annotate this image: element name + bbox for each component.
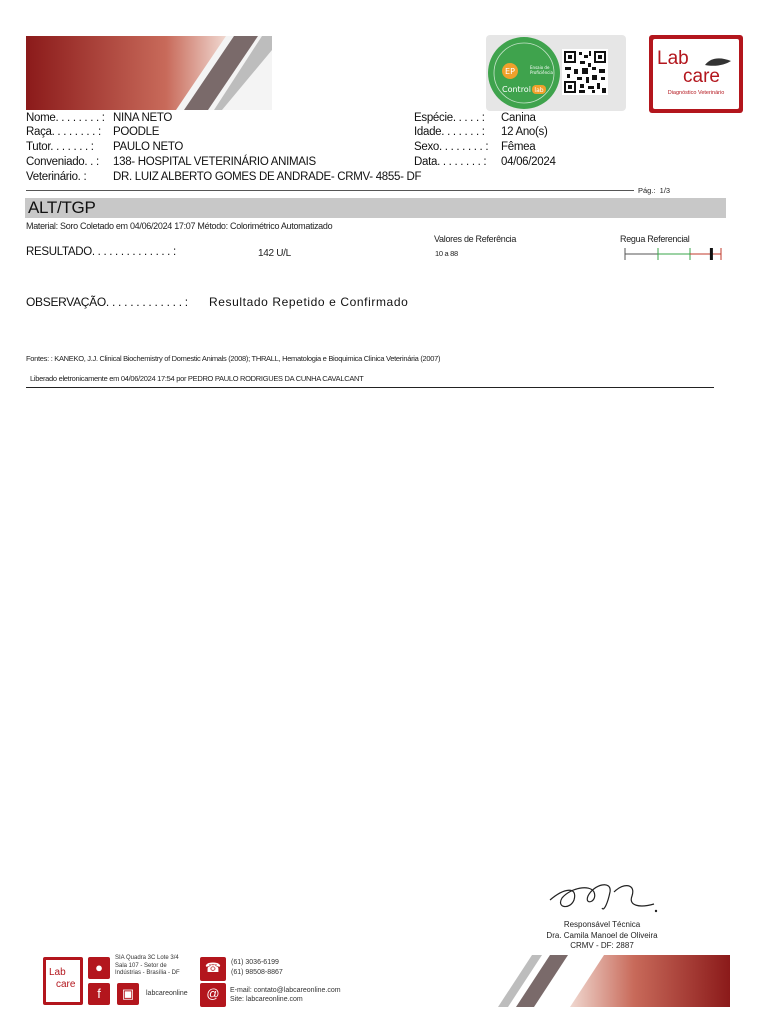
footer-address-line1: SIA Quadra 3C Lote 3/4 xyxy=(115,955,179,961)
footer-email[interactable]: E-mail: contato@labcareonline.com xyxy=(230,987,341,994)
phone-icon: ☎ xyxy=(200,957,226,981)
footer-stripe-banner xyxy=(498,955,730,1007)
idade-value: 12 Ano(s) xyxy=(501,126,548,138)
footer-social-handle[interactable]: labcareonline xyxy=(146,990,188,997)
resultado-label: RESULTADO. . . . . . . . . . . . . . : xyxy=(26,246,176,258)
logo-text-care: care xyxy=(683,66,720,87)
reference-range-value: 10 a 88 xyxy=(435,249,458,258)
location-pin-icon: ● xyxy=(88,957,110,979)
especie-value: Canina xyxy=(501,112,536,124)
conveniado-value: 138- HOSPITAL VETERINÁRIO ANIMAIS xyxy=(113,156,316,168)
email-at-icon: @ xyxy=(200,983,226,1007)
veterinario-value: DR. LUIZ ALBERTO GOMES DE ANDRADE- CRMV- 4855- DF xyxy=(113,171,422,183)
signature-role: Responsável Técnica xyxy=(563,920,641,929)
footer-site[interactable]: Site: labcareonline.com xyxy=(230,996,303,1003)
qr-code-icon xyxy=(562,49,608,95)
svg-text:EP: EP xyxy=(505,67,515,76)
footer-phone-1: (61) 3036-6199 xyxy=(231,959,279,966)
page-number: Pág.: 1/3 xyxy=(638,186,671,195)
header-divider xyxy=(26,190,634,191)
instagram-icon[interactable]: ▣ xyxy=(117,983,139,1005)
raca-value: POODLE xyxy=(113,126,160,138)
tutor-label: Tutor. . . . . . . : xyxy=(26,141,94,153)
nome-value: NINA NETO xyxy=(113,112,173,124)
material-line: Material: Soro Coletado em 04/06/2024 17:07 Método: Colorimétrico Automatizado xyxy=(26,221,333,231)
nome-label: Nome. . . . . . . . : xyxy=(26,112,105,124)
footer-address-line2: Sala 107 - Setor de xyxy=(115,962,167,969)
pet-silhouette-icon xyxy=(703,53,733,69)
raca-label: Raça. . . . . . . . : xyxy=(26,126,101,138)
svg-text:Proficiência: Proficiência xyxy=(530,70,553,75)
signature-name: Dra. Camila Manoel de Oliveira xyxy=(546,931,658,940)
footer-phones xyxy=(231,958,283,978)
svg-text:lab: lab xyxy=(534,87,544,94)
footer-phone-2: (61) 98508-8867 xyxy=(231,969,283,976)
data-label: Data. . . . . . . . : xyxy=(414,156,487,168)
reference-ruler-header: Regua Referencial xyxy=(620,234,690,244)
proficiency-badge xyxy=(486,35,626,111)
exam-title: ALT/TGP xyxy=(28,198,96,217)
exam-title-bar xyxy=(25,198,726,218)
especie-label: Espécie. . . . . : xyxy=(414,112,485,124)
handwritten-signature xyxy=(544,878,664,918)
facebook-icon[interactable]: f xyxy=(88,983,110,1005)
svg-text:Control: Control xyxy=(502,85,531,94)
exam-bottom-divider xyxy=(26,387,714,388)
footer-address xyxy=(115,955,180,978)
footer-contact xyxy=(230,986,341,1004)
svg-text:Ensaio de: Ensaio de xyxy=(530,65,550,70)
veterinario-label: Veterinário. : xyxy=(26,171,87,183)
footer-logo-care: care xyxy=(56,979,76,990)
logo-text-lab: Lab xyxy=(657,48,689,69)
tutor-value: PAULO NETO xyxy=(113,141,184,153)
resultado-value: 142 U/L xyxy=(258,248,291,259)
header-stripe-banner xyxy=(26,36,272,110)
sexo-label: Sexo. . . . . . . . : xyxy=(414,141,489,153)
ruler-result-marker xyxy=(710,248,713,260)
observacao-value: Resultado Repetido e Confirmado xyxy=(209,295,409,309)
liberado-line: Liberado eletronicamente em 04/06/2024 17:54 por PEDRO PAULO RODRIGUES DA CUNHA CAVALCANT xyxy=(30,374,364,383)
signature-crmv: CRMV - DF: 2887 xyxy=(570,941,634,950)
reference-ruler xyxy=(624,246,724,262)
sexo-value: Fêmea xyxy=(501,141,536,153)
labcare-logo xyxy=(649,35,743,113)
footer-labcare-logo xyxy=(43,957,83,1005)
footer-address-line3: Indústrias - Brasília - DF xyxy=(115,970,180,976)
footer-logo-lab: Lab xyxy=(49,967,66,978)
conveniado-label: Conveniado. . : xyxy=(26,156,99,168)
fontes-line: Fontes: : KANEKO, J.J. Clinical Biochemistry of Domestic Animals (2008); THRALL, Hematologia e Bioquimica Clinica Veterinária (2007) xyxy=(26,354,441,363)
data-value: 04/06/2024 xyxy=(501,156,556,168)
logo-tagline: Diagnóstico Veterinário xyxy=(667,90,725,96)
idade-label: Idade. . . . . . . : xyxy=(414,126,485,138)
observacao-label: OBSERVAÇÃO. . . . . . . . . . . . . : xyxy=(26,295,188,309)
reference-values-header: Valores de Referência xyxy=(434,234,517,244)
